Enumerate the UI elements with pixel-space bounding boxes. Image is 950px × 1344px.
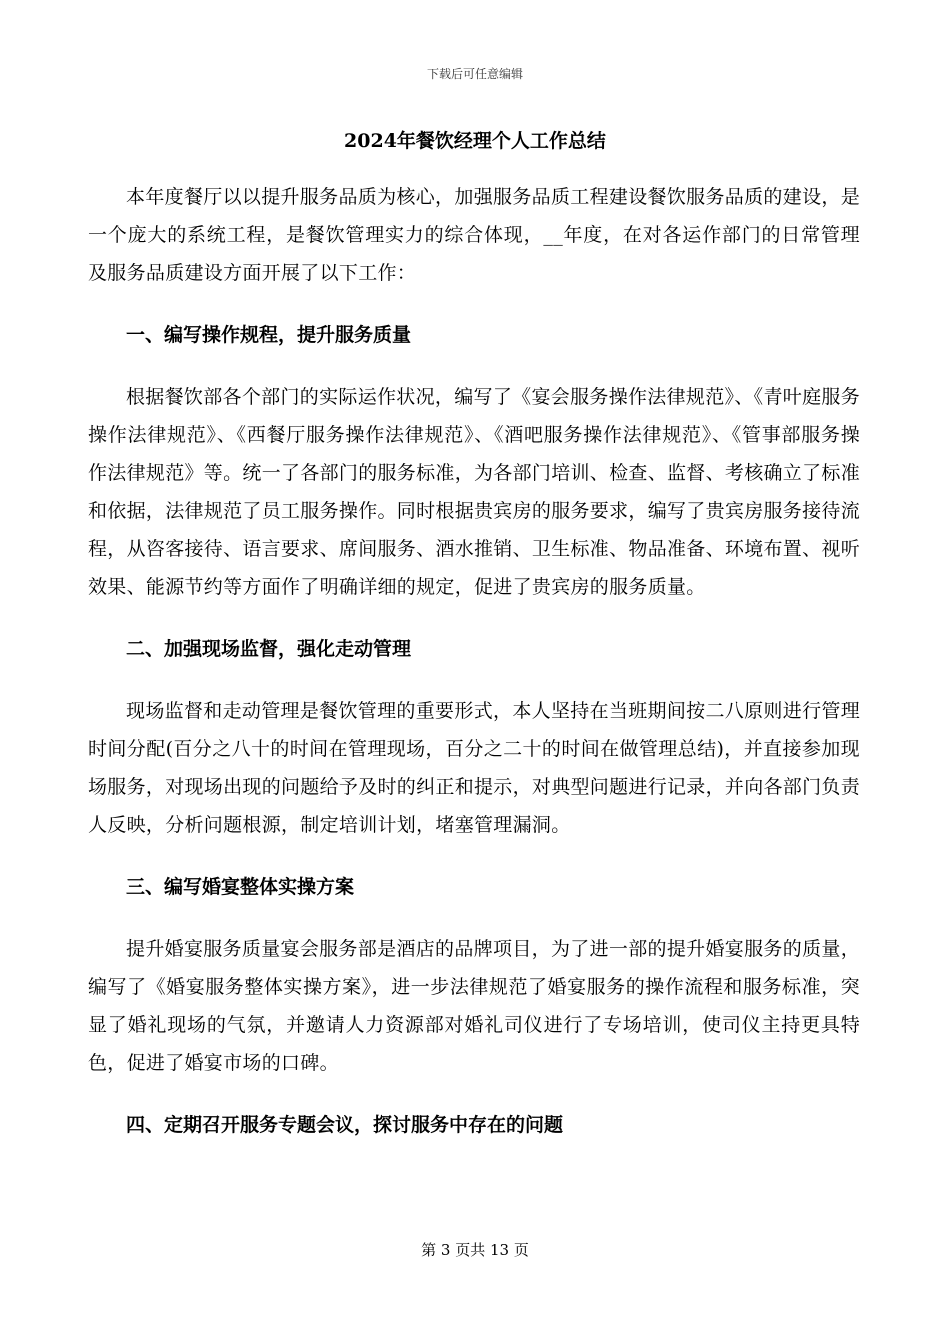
- page-header-note: 下载后可任意编辑: [426, 67, 523, 81]
- section-1-body: 根据餐饮部各个部门的实际运作状况，编写了《宴会服务操作法律规范》、《青叶庭服务操作法律规范》、《西餐厅服务操作法律规范》、《酒吧服务操作法律规范》、《管事部服务操作法律规范》等。统一了各部门的服务标准，为各部门培训、检查、监督、考核确立了标准和依据，法律规范了员工服务操作。同时根据贵宾房的服务要求，编写了贵宾房服务接待流程，从咨客接待、语言要求、席间服务、酒水推销、卫生标准、物品准备、环境布置、视听效果、能源节约等方面作了明确详细的规定，促进了贵宾房的服务质量。: [88, 386, 861, 598]
- section-3-heading: 三、编写婚宴整体实操方案: [126, 876, 355, 898]
- section-3-body: 提升婚宴服务质量宴会服务部是酒店的品牌项目，为了进一部的提升婚宴服务的质量，编写了《婚宴服务整体实操方案》，进一步法律规范了婚宴服务的操作流程和服务标准，突显了婚礼现场的气氛，并邀请人力资源部对婚礼司仪进行了专场培训，使司仪主持更具特色，促进了婚宴市场的口碑。: [88, 938, 860, 1074]
- intro-paragraph: 本年度餐厅以以提升服务品质为核心，加强服务品质工程建设餐饮服务品质的建设，是一个庞大的系统工程，是餐饮管理实力的综合体现，__年度，在对各运作部门的日常管理及服务品质建设方面开展了以下工作：: [88, 186, 860, 284]
- section-2-body: 现场监督和走动管理是餐饮管理的重要形式，本人坚持在当班期间按二八原则进行管理时间分配(百分之八十的时间在管理现场，百分之二十的时间在做管理总结)，并直接参加现场服务，对现场出现的问题给予及时的纠正和提示，对典型问题进行记录，并向各部门负责人反映，分析问题根源，制定培训计划，堵塞管理漏洞。: [88, 700, 861, 836]
- document-title: 2024年餐饮经理个人工作总结: [344, 130, 606, 152]
- section-2-heading: 二、加强现场监督，强化走动管理: [126, 638, 412, 660]
- document-body: [88, 178, 860, 1168]
- section-1-heading: 一、编写操作规程，提升服务质量: [126, 324, 412, 346]
- page-number: 第 3 页共 13 页: [421, 1241, 529, 1259]
- section-4-heading: 四、定期召开服务专题会议，探讨服务中存在的问题: [126, 1114, 564, 1136]
